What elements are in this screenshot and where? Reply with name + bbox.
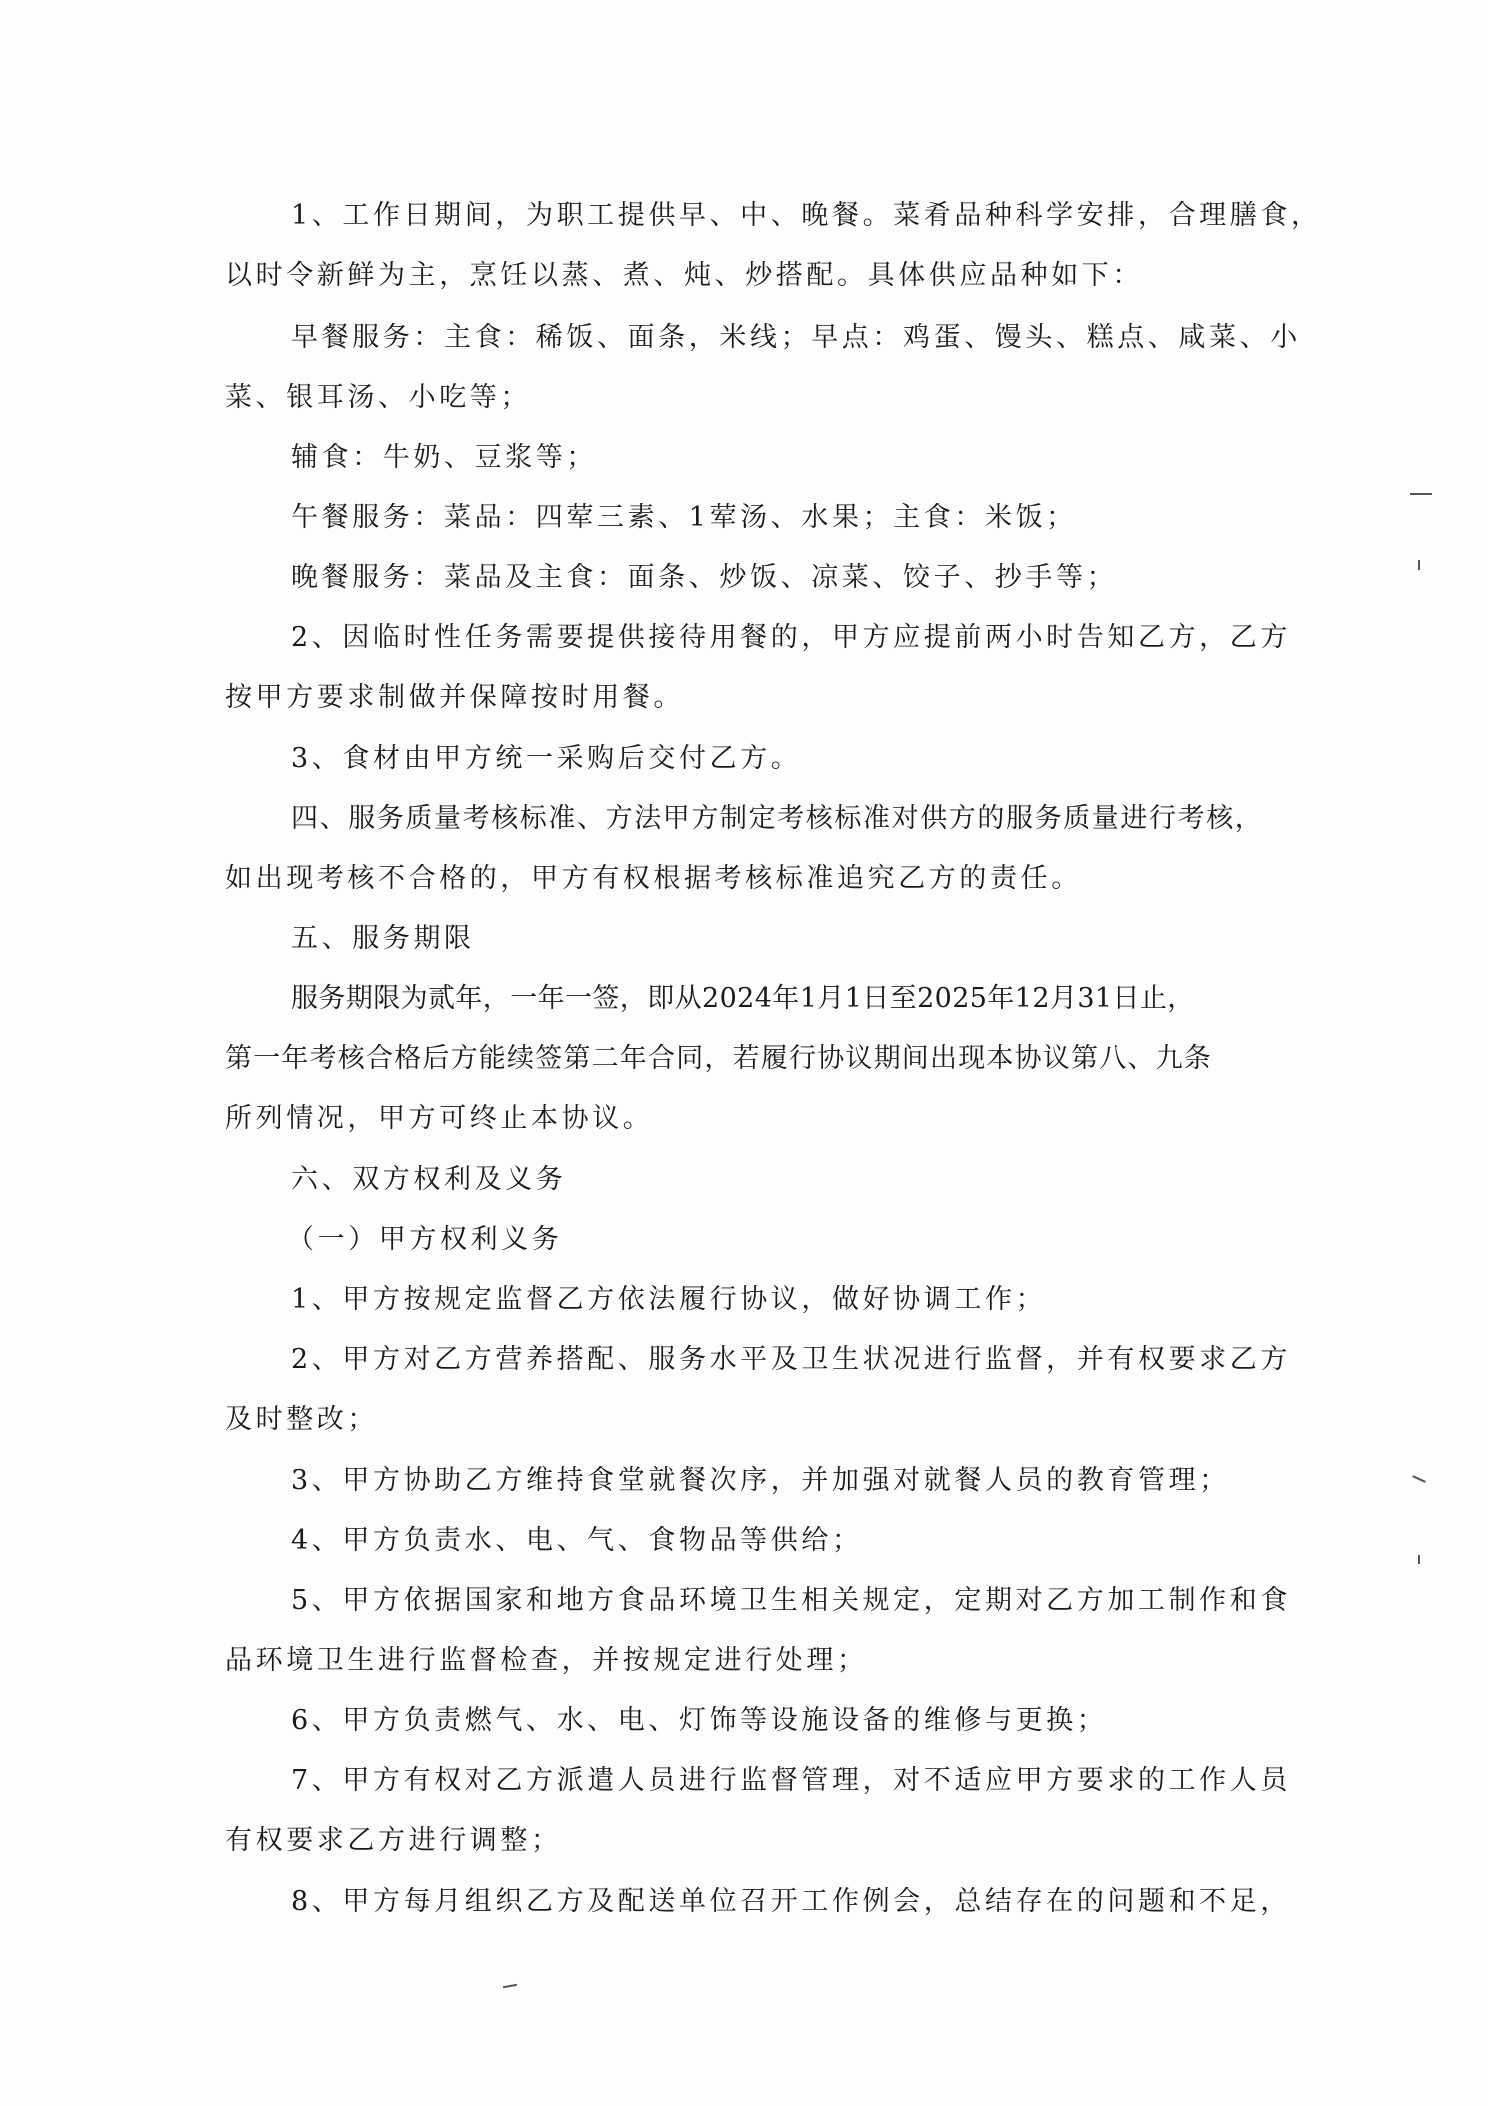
scan-mark <box>503 1984 517 1988</box>
text-line: 所列情况，甲方可终止本协议。 <box>225 1103 654 1134</box>
text-line: 午餐服务：菜品：四荤三素、1荤汤、水果；主食：米饭； <box>291 502 1077 533</box>
text-line: 早餐服务：主食：稀饭、面条，米线；早点：鸡蛋、馒头、糕点、咸菜、小 <box>291 322 1301 353</box>
text-line: 按甲方要求制做并保障按时用餐。 <box>225 682 684 713</box>
text-line: 1、工作日期间，为职工提供早、中、晚餐。菜肴品种科学安排，合理膳食， <box>291 200 1322 231</box>
text-line: 及时整改； <box>225 1404 378 1435</box>
text-line: 有权要求乙方进行调整； <box>225 1825 562 1856</box>
scan-mark <box>1418 560 1420 570</box>
text-line: 1、甲方按规定监督乙方依法履行协议，做好协调工作； <box>291 1284 1047 1315</box>
section-heading: 六、双方权利及义务 <box>291 1164 567 1195</box>
text-line: 晚餐服务：菜品及主食：面条、炒饭、凉菜、饺子、抄手等； <box>291 562 1118 593</box>
text-line: 服务期限为贰年，一年一签，即从2024年1月1日至2025年12月31日止， <box>291 983 1195 1014</box>
scan-mark <box>1410 493 1432 495</box>
text-line: 菜、银耳汤、小吃等； <box>225 382 531 413</box>
text-line: 4、甲方负责水、电、气、食物品等供给； <box>291 1525 863 1556</box>
text-line: 以时令新鲜为主，烹饪以蒸、煮、炖、炒搭配。具体供应品种如下： <box>225 260 1143 291</box>
text-line: 3、甲方协助乙方维持食堂就餐次序，并加强对就餐人员的教育管理； <box>291 1465 1230 1496</box>
scan-mark <box>1412 1475 1426 1483</box>
subsection-heading: （一）甲方权利义务 <box>287 1224 563 1255</box>
text-line: 3、食材由甲方统一采购后交付乙方。 <box>291 743 802 774</box>
text-line: 8、甲方每月组织乙方及配送单位召开工作例会，总结存在的问题和不足， <box>291 1886 1291 1917</box>
text-line: 5、甲方依据国家和地方食品环境卫生相关规定，定期对乙方加工制作和食 <box>291 1585 1291 1616</box>
text-line: 2、甲方对乙方营养搭配、服务水平及卫生状况进行监督，并有权要求乙方 <box>291 1344 1291 1375</box>
text-line: 第一年考核合格后方能续签第二年合同，若履行协议期间出现本协议第八、九条 <box>225 1043 1212 1074</box>
scan-mark <box>1418 1555 1420 1564</box>
text-line: 品环境卫生进行监督检查，并按规定进行处理； <box>225 1645 868 1676</box>
text-line: 如出现考核不合格的，甲方有权根据考核标准追究乙方的责任。 <box>225 863 1082 894</box>
text-line: 四、服务质量考核标准、方法甲方制定考核标准对供方的服务质量进行考核， <box>291 803 1264 834</box>
text-line: 辅食：牛奶、豆浆等； <box>291 442 597 473</box>
section-heading: 五、服务期限 <box>291 923 475 954</box>
text-line: 2、因临时性任务需要提供接待用餐的，甲方应提前两小时告知乙方，乙方 <box>291 622 1291 653</box>
text-line: 6、甲方负责燃气、水、电、灯饰等设施设备的维修与更换； <box>291 1705 1108 1736</box>
text-line: 7、甲方有权对乙方派遣人员进行监督管理，对不适应甲方要求的工作人员 <box>291 1765 1291 1796</box>
